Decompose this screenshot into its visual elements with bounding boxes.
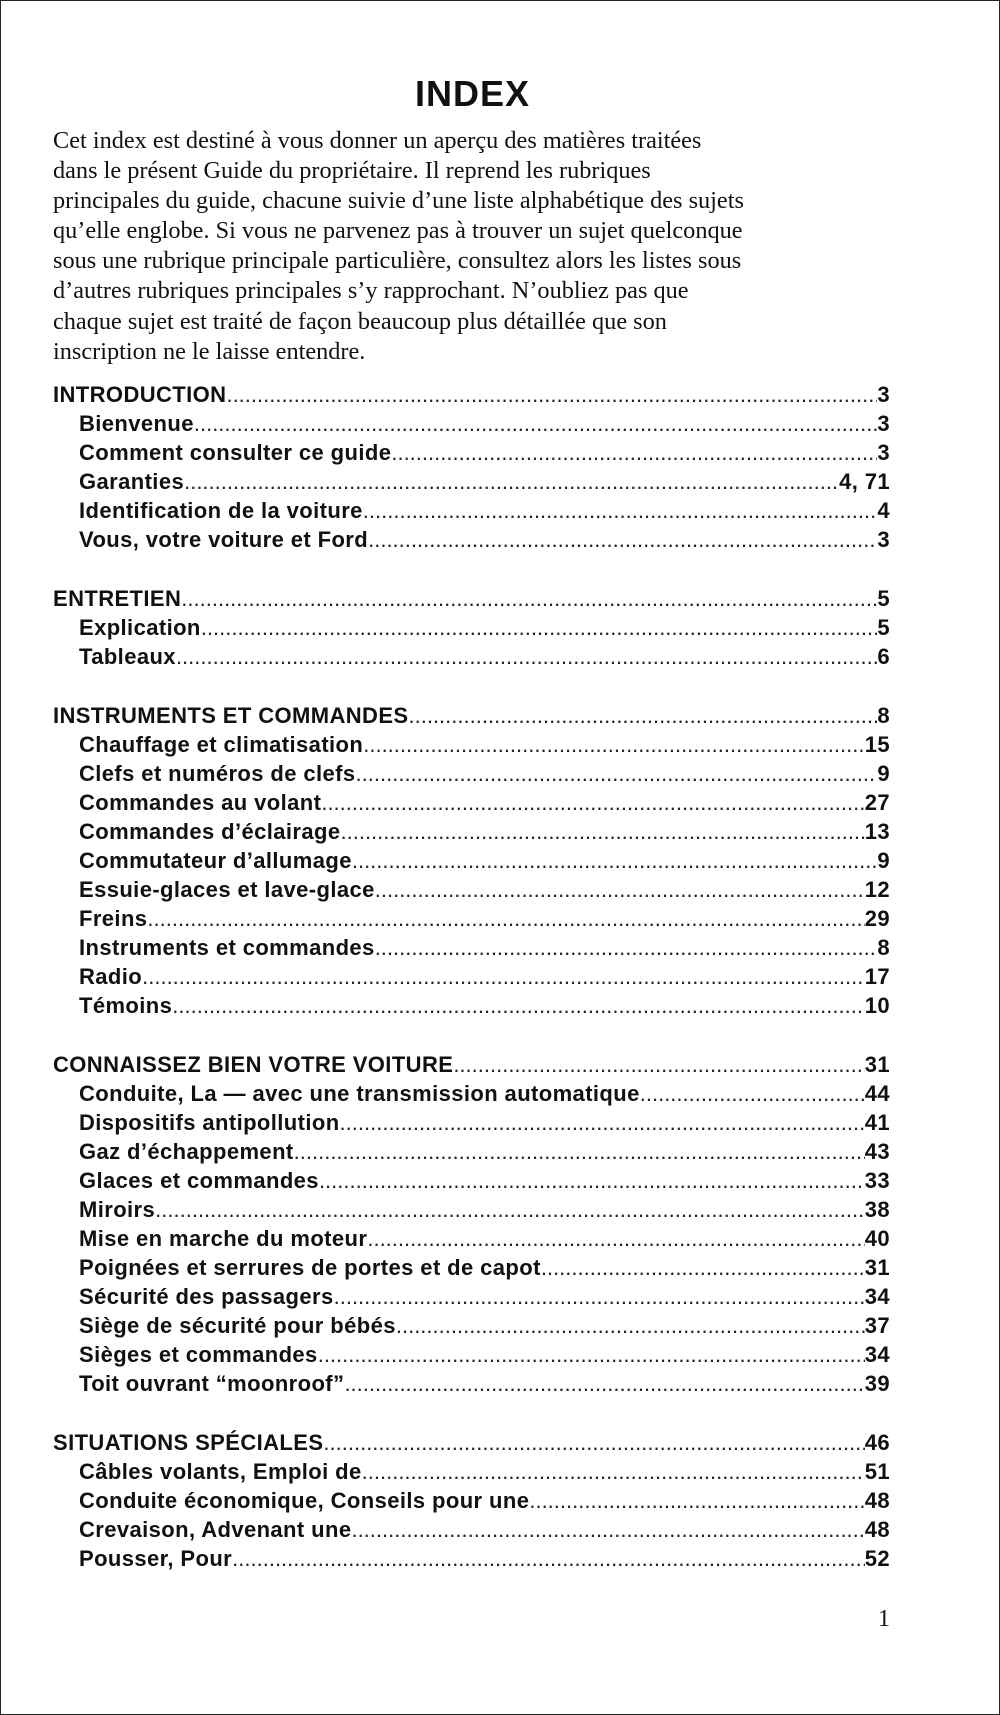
section-heading: INSTRUMENTS ET COMMANDES (53, 703, 409, 728)
page-reference: 31 (864, 1052, 890, 1077)
section-heading-row (53, 701, 890, 730)
index-entry (53, 1166, 890, 1195)
page-reference: 29 (864, 906, 890, 931)
section-heading-row (53, 380, 890, 409)
index-list (53, 380, 890, 1603)
dot-leader (640, 1079, 865, 1108)
intro-line: dans le présent Guide du propriétaire. Il reprend les rubriques (53, 157, 651, 185)
page-reference: 43 (864, 1139, 890, 1164)
page-reference: 9 (877, 848, 890, 873)
page-reference: 39 (864, 1371, 890, 1396)
index-section (53, 701, 890, 1020)
section-heading-row (53, 1428, 890, 1457)
entry-label: Poignées et serrures de portes et de capot (79, 1255, 541, 1280)
section-heading: INTRODUCTION (53, 382, 227, 407)
dot-leader (367, 1224, 864, 1253)
entry-label: Radio (79, 964, 143, 989)
dot-leader (226, 380, 877, 409)
page-reference: 37 (864, 1313, 890, 1338)
page-reference: 3 (877, 382, 890, 407)
index-entry (53, 613, 890, 642)
entry-label: Crevaison, Advenant une (79, 1517, 352, 1542)
page-reference: 48 (864, 1488, 890, 1513)
entry-label: Commandes au volant (79, 790, 322, 815)
entry-label: Mise en marche du moteur (79, 1226, 368, 1251)
index-entry (53, 1195, 890, 1224)
entry-label: Glaces et commandes (79, 1168, 319, 1193)
entry-label: Siège de sécurité pour bébés (79, 1313, 396, 1338)
index-entry (53, 730, 890, 759)
dot-leader (341, 817, 865, 846)
page-reference: 9 (877, 761, 890, 786)
intro-line: qu’elle englobe. Si vous ne parvenez pas à trouver un sujet quelconque (53, 217, 743, 245)
page-reference: 3 (877, 527, 890, 552)
intro-paragraph (53, 126, 883, 367)
dot-leader (340, 1108, 865, 1137)
page-reference: 41 (864, 1110, 890, 1135)
entry-label: Essuie-glaces et lave-glace (79, 877, 375, 902)
index-entry (53, 1515, 890, 1544)
index-entry (53, 525, 890, 554)
index-entry (53, 467, 890, 496)
page-reference: 48 (864, 1517, 890, 1542)
dot-leader (323, 1428, 864, 1457)
dot-leader (294, 1137, 865, 1166)
page-reference: 46 (864, 1430, 890, 1455)
page-reference: 10 (864, 993, 890, 1018)
entry-label: Instruments et commandes (79, 935, 375, 960)
index-entry (53, 642, 890, 671)
index-entry (53, 1544, 890, 1573)
page-title: INDEX (414, 73, 531, 114)
page-reference: 52 (864, 1546, 890, 1571)
page-reference: 34 (864, 1342, 890, 1367)
intro-line: Cet index est destiné à vous donner un aperçu des matières traitées (53, 127, 702, 154)
entry-label: Bienvenue (79, 411, 194, 436)
entry-label: Tableaux (79, 644, 176, 669)
index-section (53, 584, 890, 671)
page-reference: 8 (877, 935, 890, 960)
index-entry (53, 1486, 890, 1515)
index-entry (53, 1137, 890, 1166)
section-heading: ENTRETIEN (53, 586, 182, 611)
entry-label: Dispositifs antipollution (79, 1110, 340, 1135)
section-heading-row (53, 584, 890, 613)
dot-leader (172, 991, 864, 1020)
index-entry (53, 788, 890, 817)
index-section (53, 380, 890, 554)
page-reference: 44 (864, 1081, 890, 1106)
dot-leader (375, 933, 878, 962)
entry-label: Identification de la voiture (79, 498, 363, 523)
entry-label: Comment consulter ce guide (79, 440, 392, 465)
page-reference: 34 (864, 1284, 890, 1309)
index-entry (53, 1253, 890, 1282)
dot-leader (396, 1311, 865, 1340)
dot-leader (529, 1486, 864, 1515)
section-heading-row (53, 1050, 890, 1079)
page-reference: 38 (864, 1197, 890, 1222)
entry-label: Explication (79, 615, 201, 640)
page-reference: 17 (864, 964, 890, 989)
dot-leader (181, 584, 877, 613)
index-entry (53, 875, 890, 904)
dot-leader (334, 1282, 865, 1311)
index-entry (53, 759, 890, 788)
page-reference: 40 (864, 1226, 890, 1251)
intro-line: d’autres rubriques principales s’y rapprochant. N’oubliez pas que (53, 277, 689, 305)
index-entry (53, 933, 890, 962)
index-entry (53, 1369, 890, 1398)
dot-leader (344, 1369, 864, 1398)
dot-leader (147, 904, 864, 933)
dot-leader (352, 846, 878, 875)
entry-label: Gaz d’échappement (79, 1139, 294, 1164)
page-reference: 13 (864, 819, 890, 844)
page-reference: 3 (877, 411, 890, 436)
dot-leader (368, 525, 877, 554)
dot-leader (541, 1253, 865, 1282)
index-entry (53, 991, 890, 1020)
entry-label: Commutateur d’allumage (79, 848, 352, 873)
index-entry (53, 409, 890, 438)
entry-label: Garanties (79, 469, 185, 494)
dot-leader (318, 1340, 865, 1369)
page-reference: 15 (864, 732, 890, 757)
intro-line: sous une rubrique principale particulière, consultez alors les listes sous (53, 247, 742, 275)
entry-label: Sécurité des passagers (79, 1284, 334, 1309)
index-entry (53, 1340, 890, 1369)
intro-line: inscription ne le laisse entendre. (53, 337, 366, 365)
section-heading: SITUATIONS SPÉCIALES (53, 1430, 324, 1455)
dot-leader (176, 642, 877, 671)
dot-leader (184, 467, 839, 496)
dot-leader (375, 875, 865, 904)
index-entry (53, 438, 890, 467)
page-reference: 6 (877, 644, 890, 669)
page-number: 1 (878, 1606, 890, 1632)
entry-label: Câbles volants, Emploi de (79, 1459, 362, 1484)
entry-label: Miroirs (79, 1197, 156, 1222)
entry-label: Témoins (79, 993, 173, 1018)
intro-line: chaque sujet est traité de façon beaucoup plus détaillée que son (53, 307, 667, 335)
entry-label: Freins (79, 906, 148, 931)
entry-label: Conduite économique, Conseils pour une (79, 1488, 530, 1513)
page-reference: 4 (877, 498, 890, 523)
page-reference: 3 (877, 440, 890, 465)
index-entry (53, 1457, 890, 1486)
dot-leader (201, 613, 878, 642)
entry-label: Pousser, Pour (79, 1546, 233, 1571)
dot-leader (409, 701, 878, 730)
dot-leader (142, 962, 865, 991)
entry-label: Chauffage et climatisation (79, 732, 364, 757)
dot-leader (453, 1050, 864, 1079)
page-reference: 51 (864, 1459, 890, 1484)
dot-leader (362, 1457, 865, 1486)
section-heading: CONNAISSEZ BIEN VOTRE VOITURE (53, 1052, 454, 1077)
dot-leader (356, 759, 878, 788)
intro-line: principales du guide, chacune suivie d’une liste alphabétique des sujets (53, 187, 744, 215)
index-entry (53, 1079, 890, 1108)
index-entry (53, 846, 890, 875)
index-section (53, 1050, 890, 1398)
dot-leader (351, 1515, 864, 1544)
page-reference: 12 (864, 877, 890, 902)
page-reference: 33 (864, 1168, 890, 1193)
dot-leader (363, 496, 878, 525)
index-entry (53, 496, 890, 525)
index-entry (53, 817, 890, 846)
entry-label: Vous, votre voiture et Ford (79, 527, 369, 552)
index-entry (53, 1224, 890, 1253)
page-reference: 27 (864, 790, 890, 815)
page-reference: 5 (877, 615, 890, 640)
index-entry (53, 1108, 890, 1137)
dot-leader (232, 1544, 865, 1573)
entry-label: Toit ouvrant “moonroof” (79, 1371, 345, 1396)
index-section (53, 1428, 890, 1573)
page-reference: 4, 71 (839, 469, 890, 494)
dot-leader (391, 438, 877, 467)
index-entry (53, 1311, 890, 1340)
entry-label: Commandes d’éclairage (79, 819, 341, 844)
index-entry (53, 962, 890, 991)
entry-label: Clefs et numéros de clefs (79, 761, 356, 786)
dot-leader (194, 409, 878, 438)
dot-leader (155, 1195, 865, 1224)
index-entry (53, 1282, 890, 1311)
dot-leader (321, 788, 864, 817)
page-reference: 5 (877, 586, 890, 611)
entry-label: Sièges et commandes (79, 1342, 318, 1367)
page-reference: 31 (864, 1255, 890, 1280)
page-reference: 8 (877, 703, 890, 728)
dot-leader (319, 1166, 865, 1195)
index-entry (53, 904, 890, 933)
entry-label: Conduite, La — avec une transmission automatique (79, 1081, 640, 1106)
dot-leader (363, 730, 864, 759)
